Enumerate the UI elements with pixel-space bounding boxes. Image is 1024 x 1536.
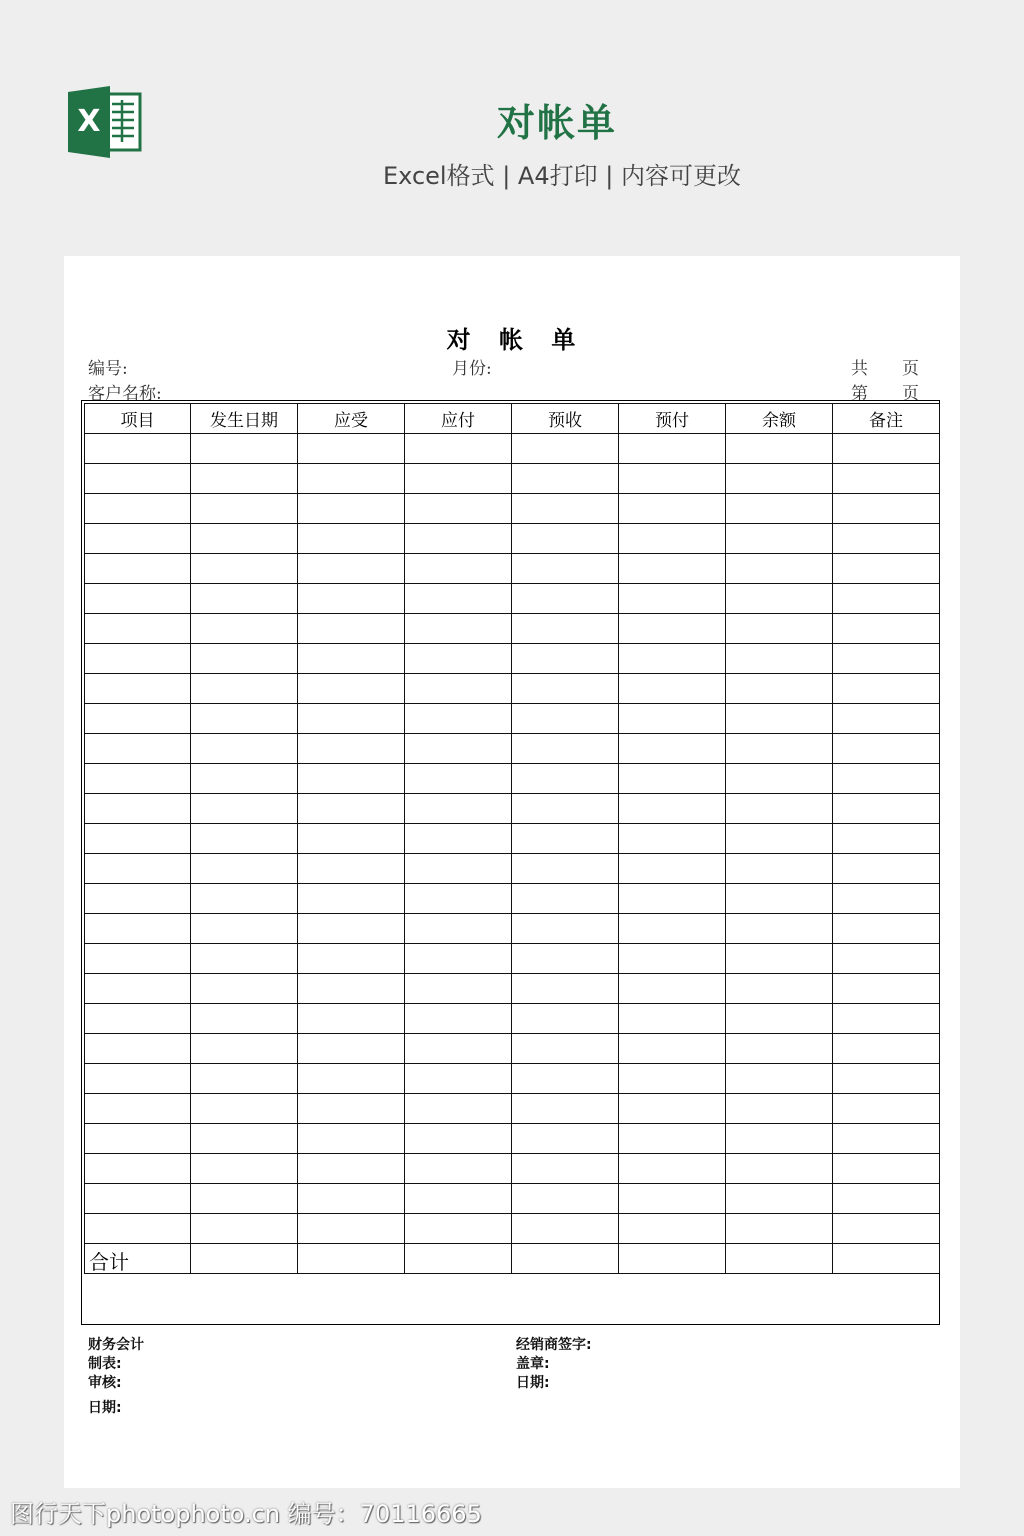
table-cell[interactable] <box>405 734 512 764</box>
table-cell[interactable] <box>85 584 191 614</box>
table-cell[interactable] <box>85 464 191 494</box>
table-row <box>85 704 940 734</box>
table-cell[interactable] <box>405 704 512 734</box>
table-cell[interactable] <box>298 764 405 794</box>
table-cell[interactable] <box>726 1004 833 1034</box>
table-cell[interactable] <box>726 1064 833 1094</box>
table-cell[interactable] <box>191 854 298 884</box>
table-cell[interactable] <box>298 494 405 524</box>
table-cell[interactable] <box>833 1034 940 1064</box>
table-cell[interactable] <box>833 1154 940 1184</box>
table-cell[interactable] <box>833 494 940 524</box>
table-row <box>85 1154 940 1184</box>
table-cell[interactable] <box>619 824 726 854</box>
table-row <box>85 584 940 614</box>
table-cell[interactable] <box>619 1214 726 1244</box>
table-cell[interactable] <box>405 554 512 584</box>
col-header-remarks: 备注 <box>833 404 940 434</box>
table-row <box>85 764 940 794</box>
table-cell[interactable] <box>405 1064 512 1094</box>
table-cell[interactable] <box>619 464 726 494</box>
table-row <box>85 734 940 764</box>
table-cell[interactable] <box>85 974 191 1004</box>
table-cell[interactable] <box>512 464 619 494</box>
table-cell[interactable] <box>191 764 298 794</box>
table-row <box>85 1094 940 1124</box>
table-cell[interactable] <box>726 1094 833 1124</box>
table-cell[interactable] <box>191 1184 298 1214</box>
table-cell[interactable] <box>85 524 191 554</box>
total-row <box>85 1244 940 1274</box>
table-cell[interactable] <box>191 914 298 944</box>
table-cell[interactable] <box>85 674 191 704</box>
page-number-label: 第 页 <box>851 384 919 404</box>
total-label: 合计 <box>85 1244 191 1274</box>
table-cell[interactable] <box>726 524 833 554</box>
table-cell[interactable] <box>619 914 726 944</box>
table-cell[interactable] <box>619 704 726 734</box>
table-cell[interactable] <box>405 1154 512 1184</box>
table-cell[interactable] <box>512 914 619 944</box>
table-cell[interactable] <box>298 734 405 764</box>
table-cell[interactable] <box>85 1004 191 1034</box>
table-cell[interactable] <box>405 884 512 914</box>
table-cell[interactable] <box>726 1034 833 1064</box>
table-cell[interactable] <box>726 464 833 494</box>
col-header-balance: 余额 <box>726 404 833 434</box>
table-cell[interactable] <box>191 1034 298 1064</box>
title-char: 帐 <box>499 325 525 354</box>
table-cell[interactable] <box>833 434 940 464</box>
table-cell[interactable] <box>191 524 298 554</box>
title-char: 对 <box>446 325 473 354</box>
table-cell[interactable] <box>833 764 940 794</box>
table-cell[interactable] <box>405 464 512 494</box>
table-cell[interactable] <box>619 554 726 584</box>
table-cell[interactable] <box>726 764 833 794</box>
table-cell[interactable] <box>833 1094 940 1124</box>
table-cell[interactable] <box>512 1064 619 1094</box>
footer-date-right: 日期: <box>516 1375 550 1391</box>
table-cell[interactable] <box>512 764 619 794</box>
table-cell[interactable] <box>191 1214 298 1244</box>
banner-title: 对帐单 <box>496 101 617 145</box>
table-cell[interactable] <box>298 974 405 1004</box>
table-cell[interactable] <box>512 884 619 914</box>
table-cell[interactable] <box>298 674 405 704</box>
table-row <box>85 524 940 554</box>
table-cell[interactable] <box>85 884 191 914</box>
table-cell[interactable] <box>191 1124 298 1154</box>
table-cell[interactable] <box>85 554 191 584</box>
table-cell[interactable] <box>405 974 512 1004</box>
table-cell[interactable] <box>405 794 512 824</box>
table-row <box>85 464 940 494</box>
table-cell[interactable] <box>619 1154 726 1184</box>
table-cell[interactable] <box>85 704 191 734</box>
table-cell[interactable] <box>726 584 833 614</box>
table-cell[interactable] <box>833 584 940 614</box>
month-label: 月份: <box>452 359 492 379</box>
table-cell[interactable] <box>298 1094 405 1124</box>
table-cell[interactable] <box>298 1034 405 1064</box>
table-cell[interactable] <box>512 944 619 974</box>
table-cell[interactable] <box>298 584 405 614</box>
table-cell[interactable] <box>833 734 940 764</box>
table-cell[interactable] <box>512 1094 619 1124</box>
table-cell[interactable] <box>512 734 619 764</box>
footer-dealer-signature: 经销商签字: <box>516 1337 592 1353</box>
table-cell[interactable] <box>85 1094 191 1124</box>
table-cell[interactable] <box>405 944 512 974</box>
table-cell[interactable] <box>726 914 833 944</box>
table-cell[interactable] <box>405 1004 512 1034</box>
footer-prepared-by: 制表: <box>88 1356 122 1372</box>
table-cell[interactable] <box>191 1154 298 1184</box>
table-cell[interactable] <box>726 854 833 884</box>
table-cell[interactable] <box>726 1124 833 1154</box>
table-cell[interactable] <box>85 494 191 524</box>
table-cell[interactable] <box>833 854 940 884</box>
table-row <box>85 674 940 704</box>
ledger-table <box>84 403 940 1274</box>
table-cell[interactable] <box>726 974 833 1004</box>
col-header-advance-received: 预收 <box>512 404 619 434</box>
table-cell[interactable] <box>298 434 405 464</box>
table-row <box>85 794 940 824</box>
table-row <box>85 974 940 1004</box>
table-cell[interactable] <box>726 1154 833 1184</box>
table-cell[interactable] <box>512 494 619 524</box>
table-cell[interactable] <box>619 674 726 704</box>
table-cell[interactable] <box>298 524 405 554</box>
total-cell[interactable] <box>298 1244 405 1274</box>
table-cell[interactable] <box>833 884 940 914</box>
table-cell[interactable] <box>512 704 619 734</box>
table-cell[interactable] <box>512 1154 619 1184</box>
table-cell[interactable] <box>726 494 833 524</box>
table-row <box>85 1004 940 1034</box>
table-cell[interactable] <box>85 764 191 794</box>
table-cell[interactable] <box>191 1004 298 1034</box>
table-cell[interactable] <box>191 494 298 524</box>
table-cell[interactable] <box>726 644 833 674</box>
table-cell[interactable] <box>191 584 298 614</box>
table-cell[interactable] <box>833 614 940 644</box>
table-cell[interactable] <box>298 464 405 494</box>
table-cell[interactable] <box>726 1214 833 1244</box>
table-row <box>85 1124 940 1154</box>
total-cell[interactable] <box>619 1244 726 1274</box>
table-cell[interactable] <box>191 734 298 764</box>
table-cell[interactable] <box>405 674 512 704</box>
table-cell[interactable] <box>405 524 512 554</box>
table-cell[interactable] <box>619 644 726 674</box>
table-cell[interactable] <box>619 1094 726 1124</box>
table-cell[interactable] <box>512 674 619 704</box>
table-cell[interactable] <box>191 1064 298 1094</box>
table-cell[interactable] <box>512 974 619 1004</box>
table-cell[interactable] <box>512 1184 619 1214</box>
table-cell[interactable] <box>619 614 726 644</box>
table-cell[interactable] <box>512 584 619 614</box>
table-cell[interactable] <box>85 1154 191 1184</box>
table-cell[interactable] <box>726 824 833 854</box>
table-cell[interactable] <box>85 1034 191 1064</box>
table-cell[interactable] <box>85 794 191 824</box>
table-cell[interactable] <box>512 1124 619 1154</box>
table-cell[interactable] <box>298 554 405 584</box>
table-row <box>85 944 940 974</box>
table-cell[interactable] <box>405 1214 512 1244</box>
table-cell[interactable] <box>85 1124 191 1154</box>
table-cell[interactable] <box>726 554 833 584</box>
table-cell[interactable] <box>833 704 940 734</box>
total-cell[interactable] <box>191 1244 298 1274</box>
table-cell[interactable] <box>512 824 619 854</box>
col-header-receivable: 应受 <box>298 404 405 434</box>
table-cell[interactable] <box>833 524 940 554</box>
table-row <box>85 494 940 524</box>
table-cell[interactable] <box>298 1154 405 1184</box>
table-cell[interactable] <box>85 644 191 674</box>
table-cell[interactable] <box>298 614 405 644</box>
table-cell[interactable] <box>405 434 512 464</box>
table-cell[interactable] <box>726 704 833 734</box>
table-cell[interactable] <box>191 644 298 674</box>
table-cell[interactable] <box>191 884 298 914</box>
table-cell[interactable] <box>619 524 726 554</box>
footer-accountant: 财务会计 <box>88 1337 144 1353</box>
table-cell[interactable] <box>726 794 833 824</box>
total-pages-label: 共 页 <box>851 359 919 379</box>
table-cell[interactable] <box>405 1124 512 1154</box>
table-cell[interactable] <box>512 794 619 824</box>
table-cell[interactable] <box>298 914 405 944</box>
table-cell[interactable] <box>405 584 512 614</box>
table-cell[interactable] <box>512 1214 619 1244</box>
total-cell[interactable] <box>512 1244 619 1274</box>
footer-date-left: 日期: <box>88 1400 122 1416</box>
table-row <box>85 824 940 854</box>
table-cell[interactable] <box>85 914 191 944</box>
table-cell[interactable] <box>85 1214 191 1244</box>
table-cell[interactable] <box>619 974 726 1004</box>
table-cell[interactable] <box>298 794 405 824</box>
table-cell[interactable] <box>191 974 298 1004</box>
table-row <box>85 1214 940 1244</box>
table-cell[interactable] <box>619 1034 726 1064</box>
table-cell[interactable] <box>726 674 833 704</box>
table-cell[interactable] <box>512 524 619 554</box>
table-cell[interactable] <box>85 854 191 884</box>
col-header-advance-paid: 预付 <box>619 404 726 434</box>
header-row <box>85 404 940 434</box>
table-cell[interactable] <box>298 824 405 854</box>
table-cell[interactable] <box>405 644 512 674</box>
table-cell[interactable] <box>833 794 940 824</box>
customer-label: 客户名称: <box>88 384 162 404</box>
table-cell[interactable] <box>619 794 726 824</box>
table-cell[interactable] <box>85 1184 191 1214</box>
table-cell[interactable] <box>512 1004 619 1034</box>
table-cell[interactable] <box>833 554 940 584</box>
table-row <box>85 914 940 944</box>
col-header-payable: 应付 <box>405 404 512 434</box>
table-cell[interactable] <box>298 1124 405 1154</box>
table-row <box>85 854 940 884</box>
table-cell[interactable] <box>512 644 619 674</box>
table-cell[interactable] <box>405 854 512 884</box>
table-cell[interactable] <box>405 1094 512 1124</box>
total-cell[interactable] <box>726 1244 833 1274</box>
table-row <box>85 644 940 674</box>
table-cell[interactable] <box>512 854 619 884</box>
table-cell[interactable] <box>726 434 833 464</box>
total-cell[interactable] <box>833 1244 940 1274</box>
table-cell[interactable] <box>405 494 512 524</box>
table-cell[interactable] <box>726 1184 833 1214</box>
table-cell[interactable] <box>512 614 619 644</box>
table-cell[interactable] <box>191 554 298 584</box>
table-cell[interactable] <box>298 884 405 914</box>
table-cell[interactable] <box>85 614 191 644</box>
table-cell[interactable] <box>726 734 833 764</box>
table-cell[interactable] <box>512 434 619 464</box>
table-cell[interactable] <box>726 944 833 974</box>
col-header-item: 项目 <box>85 404 191 434</box>
document-title <box>0 320 1024 355</box>
table-cell[interactable] <box>619 1064 726 1094</box>
table-cell[interactable] <box>298 1184 405 1214</box>
table-cell[interactable] <box>619 884 726 914</box>
table-cell[interactable] <box>619 764 726 794</box>
table-cell[interactable] <box>833 1214 940 1244</box>
title-char: 单 <box>551 325 578 354</box>
table-cell[interactable] <box>833 914 940 944</box>
table-row <box>85 1064 940 1094</box>
table-cell[interactable] <box>833 824 940 854</box>
table-cell[interactable] <box>405 1184 512 1214</box>
table-cell[interactable] <box>298 704 405 734</box>
table-row <box>85 554 940 584</box>
table-cell[interactable] <box>85 734 191 764</box>
table-cell[interactable] <box>619 734 726 764</box>
table-cell[interactable] <box>833 464 940 494</box>
table-cell[interactable] <box>726 884 833 914</box>
table-cell[interactable] <box>191 704 298 734</box>
table-cell[interactable] <box>619 1004 726 1034</box>
table-cell[interactable] <box>619 944 726 974</box>
table-cell[interactable] <box>191 464 298 494</box>
table-cell[interactable] <box>619 854 726 884</box>
table-cell[interactable] <box>298 1214 405 1244</box>
svg-text:X: X <box>77 104 101 139</box>
footer-seal: 盖章: <box>516 1356 550 1372</box>
table-cell[interactable] <box>619 434 726 464</box>
table-cell[interactable] <box>298 1004 405 1034</box>
table-row <box>85 614 940 644</box>
footer-reviewed-by: 审核: <box>88 1375 122 1391</box>
banner-subtitle: Excel格式 | A4打印 | 内容可更改 <box>383 162 741 190</box>
table-cell[interactable] <box>298 854 405 884</box>
table-cell[interactable] <box>405 614 512 644</box>
table-cell[interactable] <box>619 1124 726 1154</box>
table-cell[interactable] <box>298 644 405 674</box>
table-cell[interactable] <box>298 944 405 974</box>
table-row <box>85 1184 940 1214</box>
table-cell[interactable] <box>833 1184 940 1214</box>
table-row <box>85 1034 940 1064</box>
table-cell[interactable] <box>191 824 298 854</box>
watermark: 图行天下photophoto.cn 编号：70116665 <box>10 1500 482 1528</box>
table-cell[interactable] <box>191 944 298 974</box>
table-cell[interactable] <box>512 554 619 584</box>
table-row <box>85 434 940 464</box>
table-row <box>85 884 940 914</box>
table-cell[interactable] <box>405 824 512 854</box>
table-cell[interactable] <box>191 674 298 704</box>
serial-label: 编号: <box>88 359 128 379</box>
table-cell[interactable] <box>191 794 298 824</box>
table-cell[interactable] <box>191 434 298 464</box>
table-cell[interactable] <box>298 1064 405 1094</box>
table-cell[interactable] <box>85 1064 191 1094</box>
table-cell[interactable] <box>619 1184 726 1214</box>
table-cell[interactable] <box>85 434 191 464</box>
total-cell[interactable] <box>405 1244 512 1274</box>
table-cell[interactable] <box>191 614 298 644</box>
table-cell[interactable] <box>85 824 191 854</box>
col-header-date: 发生日期 <box>191 404 298 434</box>
table-cell[interactable] <box>726 614 833 644</box>
table-cell[interactable] <box>405 914 512 944</box>
table-cell[interactable] <box>833 944 940 974</box>
table-cell[interactable] <box>833 1064 940 1094</box>
table-cell[interactable] <box>619 584 726 614</box>
table-cell[interactable] <box>191 1094 298 1124</box>
table-cell[interactable] <box>619 494 726 524</box>
table-cell[interactable] <box>833 1124 940 1154</box>
table-cell[interactable] <box>833 974 940 1004</box>
table-cell[interactable] <box>405 1034 512 1064</box>
table-cell[interactable] <box>85 944 191 974</box>
table-cell[interactable] <box>833 644 940 674</box>
table-cell[interactable] <box>833 674 940 704</box>
table-cell[interactable] <box>833 1004 940 1034</box>
table-cell[interactable] <box>405 764 512 794</box>
table-cell[interactable] <box>512 1034 619 1064</box>
